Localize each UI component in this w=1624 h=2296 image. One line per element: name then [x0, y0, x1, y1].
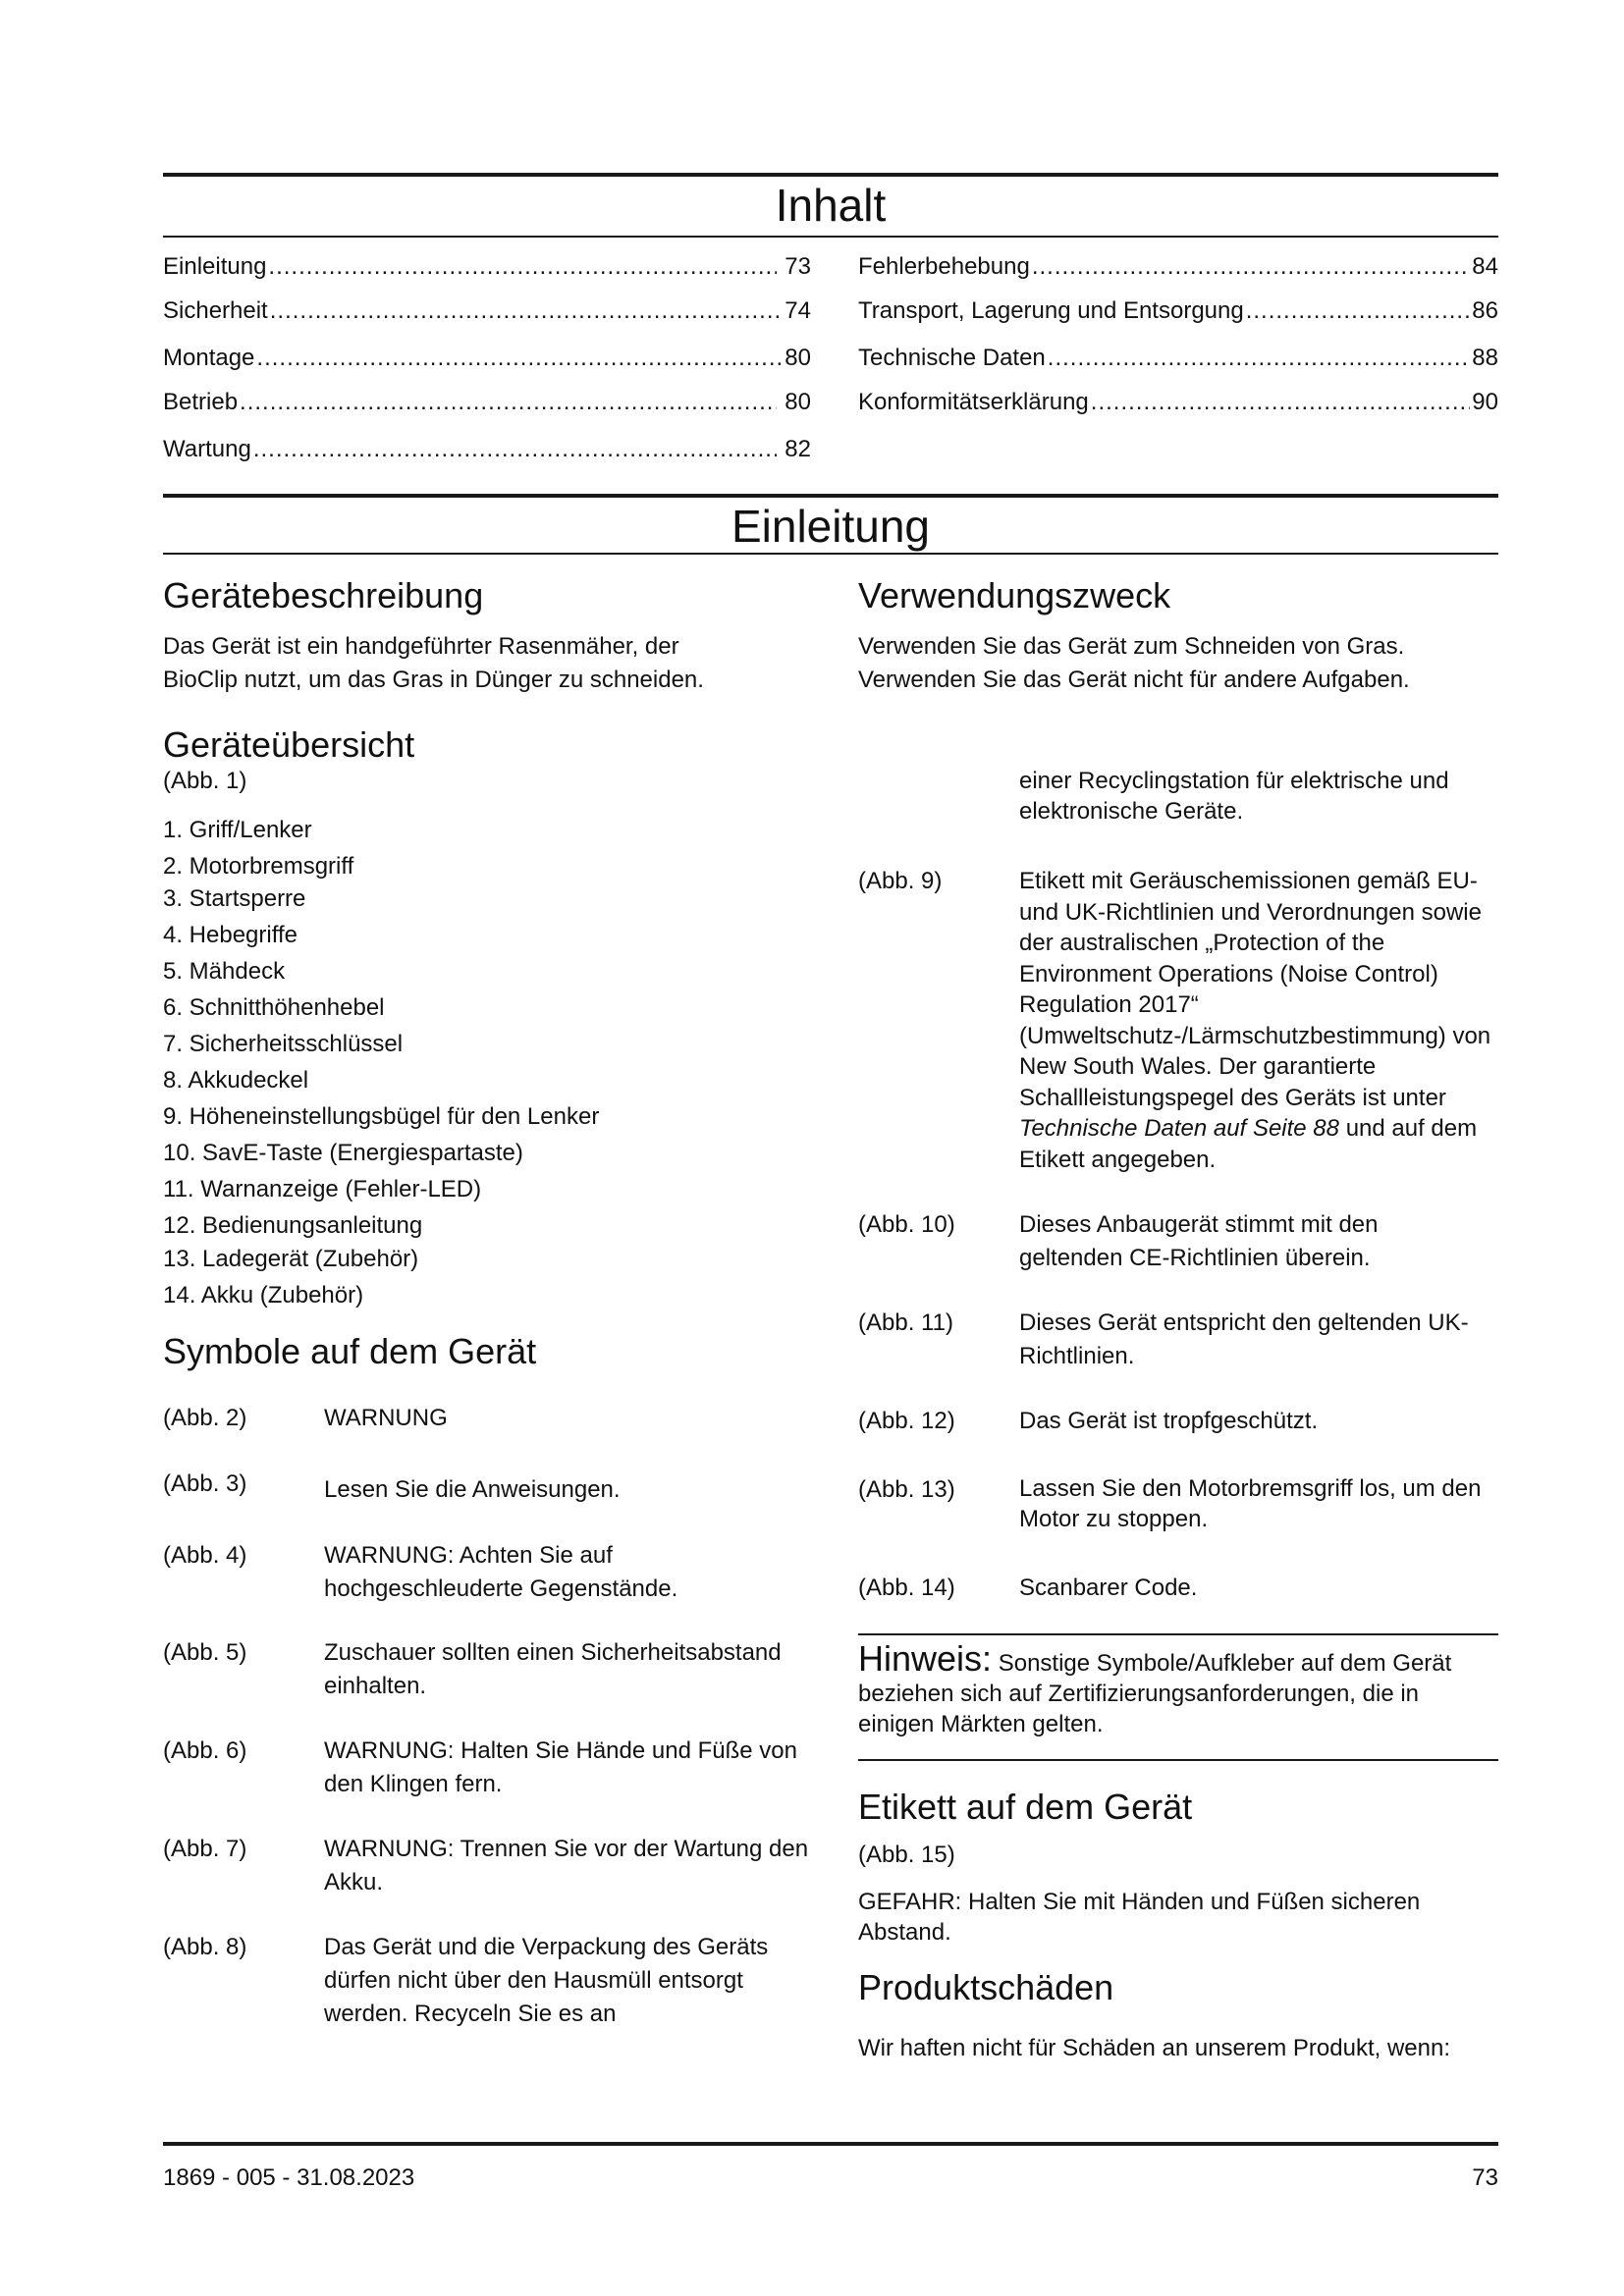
list-item: 10. SavE-Taste (Energiespartaste): [163, 1140, 523, 1166]
symbol-ref: (Abb. 2): [163, 1405, 247, 1431]
toc-entry-label: Transport, Lagerung und Entsorgung: [858, 297, 1244, 324]
purpose-text: Verwenden Sie das Gerät zum Schneiden von Gras. Verwenden Sie das Gerät nicht für andere Aufgaben.: [858, 633, 1410, 693]
symbol-text: Zuschauer sollten einen Sicherheitsabstand einhalten.: [324, 1639, 782, 1699]
toc-entry-einleitung[interactable]: [163, 252, 811, 282]
symbol-ref: (Abb. 8): [163, 1934, 247, 1960]
footer-doc-id: 1869 - 005 - 31.08.2023: [163, 2164, 415, 2191]
toc-entry-technische-daten[interactable]: [858, 344, 1498, 373]
toc-entry-fehlerbehebung[interactable]: [858, 252, 1498, 282]
symbol-text: WARNUNG: Achten Sie auf hochgeschleuderte Gegenstände.: [324, 1542, 678, 1602]
purpose-heading: Verwendungszweck: [858, 575, 1171, 615]
damage-text: Wir haften nicht für Schäden an unserem Produkt, wenn:: [858, 2035, 1450, 2061]
footer-page-number: 73: [1472, 2164, 1498, 2191]
note-bottom-rule: [858, 1759, 1498, 1761]
toc-entry-page: 84: [1472, 253, 1498, 280]
symbols-heading: Symbole auf dem Gerät: [163, 1331, 537, 1371]
list-item: 4. Hebegriffe: [163, 922, 298, 948]
symbol-ref: (Abb. 4): [163, 1542, 247, 1569]
toc-entry-page: 90: [1472, 389, 1498, 415]
technical-data-link[interactable]: Technische Daten auf Seite 88: [1019, 1115, 1340, 1142]
symbol-ref: (Abb. 5): [163, 1639, 247, 1666]
description-text: Das Gerät ist ein handgeführter Rasenmäher, der BioClip nutzt, um das Gras in Dünger zu schneiden.: [163, 633, 704, 693]
list-item: 2. Motorbremsgriff: [163, 853, 354, 880]
list-item: 6. Schnitthöhenhebel: [163, 994, 385, 1021]
toc-entry-label: Technische Daten: [858, 345, 1046, 371]
toc-title-rule: [163, 236, 1498, 238]
toc-entry-montage[interactable]: [163, 344, 811, 373]
toc-entry-page: 74: [785, 297, 811, 324]
symbol-text: WARNUNG: Trennen Sie vor der Wartung den Akku.: [324, 1836, 809, 1896]
note: [858, 1638, 1498, 1739]
toc-entry-sicherheit[interactable]: [163, 296, 811, 326]
toc-top-rule: [163, 173, 1498, 177]
damage-heading: Produktschäden: [858, 1967, 1114, 2007]
list-item: 1. Griff/Lenker: [163, 817, 312, 843]
label-heading: Etikett auf dem Gerät: [858, 1787, 1193, 1827]
toc-entry-betrieb[interactable]: [163, 388, 811, 417]
symbol-text: WARNUNG: [324, 1405, 448, 1431]
intro-top-rule: [163, 494, 1498, 498]
list-item: 13. Ladegerät (Zubehör): [163, 1246, 419, 1272]
list-item: 7. Sicherheitsschlüssel: [163, 1031, 404, 1057]
symbol-text: Lassen Sie den Motorbremsgriff los, um den Motor zu stoppen.: [1019, 1475, 1482, 1532]
toc-entry-page: 86: [1472, 297, 1498, 324]
toc-entry-page: 80: [785, 389, 811, 415]
symbol-continuation: einer Recyclingstation für elektrische und elektronische Geräte.: [1019, 768, 1449, 825]
symbol-ref: (Abb. 12): [858, 1408, 955, 1434]
toc-entry-label: Fehlerbehebung: [858, 253, 1030, 280]
note-label: Hinweis:: [858, 1638, 993, 1679]
note-text: Sonstige Symbole/Aufkleber auf dem Gerät beziehen sich auf Zertifizierungsanforderungen, die in einigen Märkten gelten.: [858, 1650, 1452, 1737]
symbol-ref: (Abb. 14): [858, 1575, 955, 1601]
description-heading: Gerätebeschreibung: [163, 575, 484, 615]
toc-entry-label: Einleitung: [163, 253, 267, 280]
symbol-text: Lesen Sie die Anweisungen.: [324, 1476, 621, 1503]
footer-rule: [163, 2142, 1498, 2146]
intro-title: Einleitung: [731, 501, 931, 552]
toc-title: Inhalt: [775, 180, 887, 231]
symbol-ref: (Abb. 13): [858, 1476, 955, 1503]
list-item: 12. Bedienungsanleitung: [163, 1212, 423, 1239]
toc-entry-label: Konformitätserklärung: [858, 389, 1089, 415]
toc-entry-transport[interactable]: [858, 296, 1498, 326]
symbol-ref: (Abb. 6): [163, 1737, 247, 1764]
symbol-text: Das Gerät und die Verpackung des Geräts dürfen nicht über den Hausmüll entsorgt werden. Recyceln Sie es an: [324, 1934, 769, 2027]
toc-entry-label: Sicherheit: [163, 297, 268, 324]
symbol-text: Scanbarer Code.: [1019, 1575, 1198, 1601]
list-item: 9. Höheneinstellungsbügel für den Lenker: [163, 1103, 600, 1130]
toc-entry-page: 82: [785, 436, 811, 462]
symbol-text: Das Gerät ist tropfgeschützt.: [1019, 1408, 1319, 1434]
symbol-text: WARNUNG: Halten Sie Hände und Füße von den Klingen fern.: [324, 1737, 797, 1797]
intro-title-rule: [163, 553, 1498, 555]
list-item: 5. Mähdeck: [163, 958, 286, 985]
toc-entry-page: 88: [1472, 345, 1498, 371]
overview-heading: Geräteübersicht: [163, 724, 415, 765]
label-text: GEFAHR: Halten Sie mit Händen und Füßen sicheren Abstand.: [858, 1889, 1421, 1946]
symbol-ref: (Abb. 7): [163, 1836, 247, 1862]
symbol-text: Dieses Anbaugerät stimmt mit den geltenden CE-Richtlinien überein.: [1019, 1211, 1379, 1271]
toc-entry-label: Wartung: [163, 436, 251, 462]
symbol-text: Etikett mit Geräuschemissionen gemäß EU- und UK-Richtlinien und Verordnungen sowie der australischen „Protection of the Environment Operations (Noise Control) Regulation 2017“ (Umweltschutz-/Lärmschutzbestimmung) von New South Wales. Der garantierte Schallleistungspegel des Geräts ist unter Technische Daten auf Seite 88 und auf dem Etikett angegeben.: [1019, 868, 1491, 1173]
label-ref: (Abb. 15): [858, 1842, 955, 1868]
list-item: 14. Akku (Zubehör): [163, 1282, 364, 1308]
overview-ref: (Abb. 1): [163, 768, 247, 794]
toc-entry-page: 80: [785, 345, 811, 371]
toc-entry-label: Montage: [163, 345, 255, 371]
symbol-ref: (Abb. 9): [858, 868, 943, 894]
toc-entry-wartung[interactable]: [163, 435, 811, 464]
toc-entry-konformitaet[interactable]: [858, 388, 1498, 417]
symbol-ref: (Abb. 3): [163, 1470, 247, 1497]
symbol-ref: (Abb. 10): [858, 1211, 955, 1238]
list-item: 8. Akkudeckel: [163, 1067, 309, 1094]
list-item: 11. Warnanzeige (Fehler-LED): [163, 1176, 482, 1202]
list-item: 3. Startsperre: [163, 885, 306, 912]
note-top-rule: [858, 1633, 1498, 1635]
symbol-text: Dieses Gerät entspricht den geltenden UK-Richtlinien.: [1019, 1309, 1469, 1369]
toc-entry-label: Betrieb: [163, 389, 239, 415]
toc-entry-page: 73: [785, 253, 811, 280]
symbol-ref: (Abb. 11): [858, 1309, 953, 1336]
